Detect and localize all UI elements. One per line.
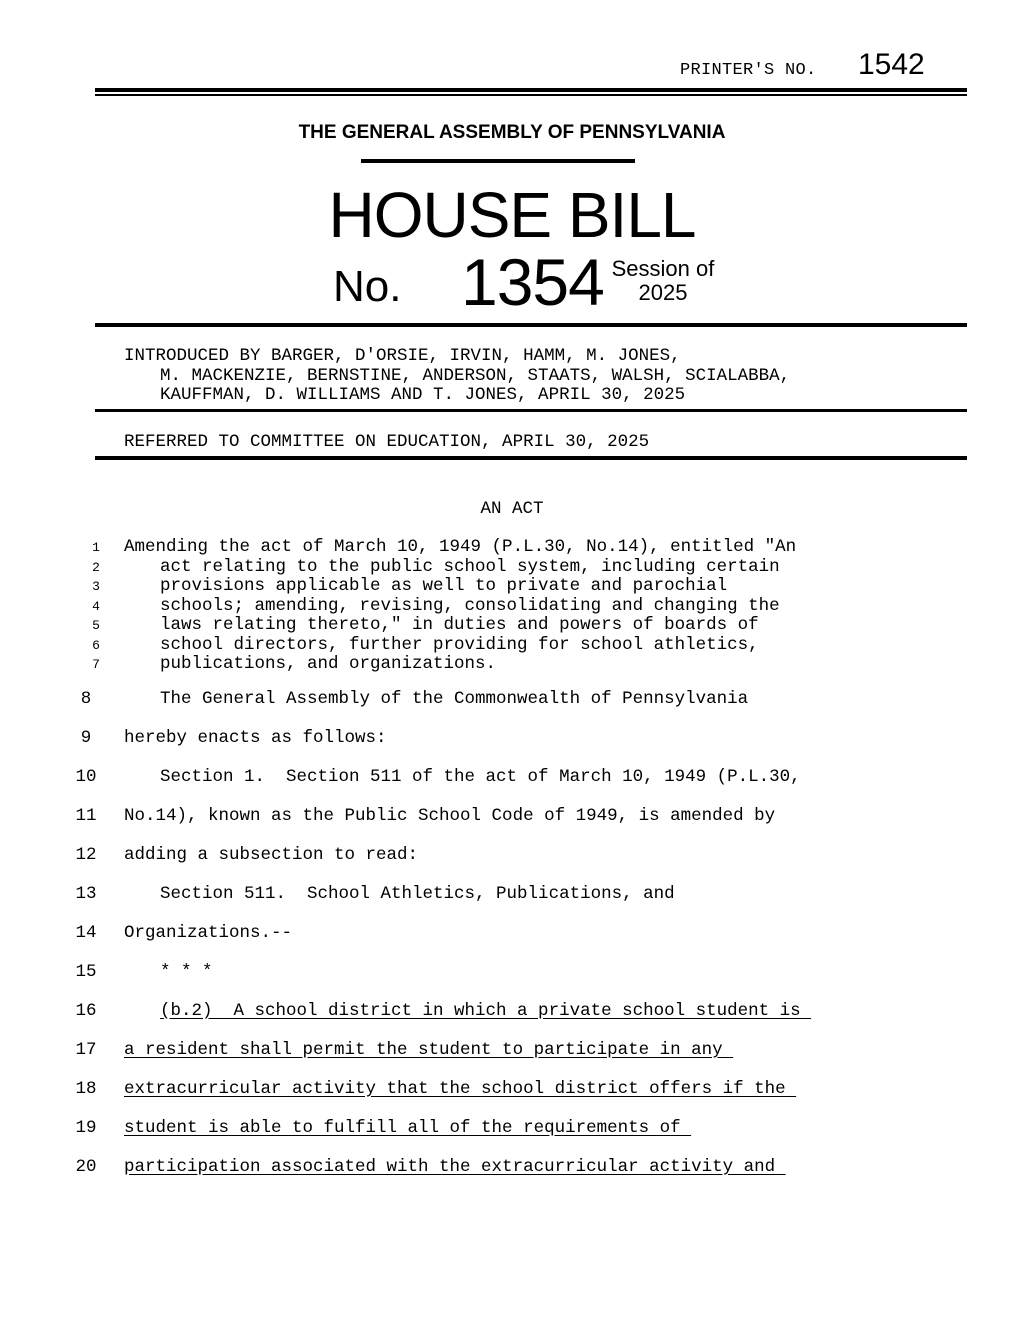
header-rule-thick [95, 88, 967, 92]
line-number: 6 [92, 637, 100, 653]
line-number: 18 [75, 1079, 97, 1099]
line-number: 1 [92, 540, 100, 555]
bill-number: 1354 [461, 245, 604, 319]
line-number: 8 [80, 689, 92, 709]
body-line: Section 1. Section 511 of the act of March 10, 1949 (P.L.30, [160, 767, 801, 787]
line-number: 13 [75, 884, 97, 904]
document-type-title: HOUSE BILL [328, 179, 696, 251]
body-line: hereby enacts as follows: [124, 728, 387, 748]
line-number: 15 [75, 962, 97, 982]
an-act-heading: AN ACT [480, 499, 544, 519]
line-number: 14 [75, 923, 97, 943]
body-line: The General Assembly of the Commonwealth of Pennsylvania [160, 689, 749, 709]
line-number: 4 [92, 598, 100, 614]
session-label: Session of [611, 256, 715, 281]
title-line: publications, and organizations. [160, 654, 497, 674]
line-number: 2 [92, 559, 100, 575]
title-line: laws relating thereto," in duties and powers of boards of [160, 615, 759, 635]
sponsors-bottom-rule [95, 409, 967, 412]
title-line: act relating to the public school system, including certain [160, 556, 780, 577]
line-number: 19 [75, 1118, 97, 1138]
referral-bottom-rule [95, 456, 967, 460]
inserted-text-line: student is able to fulfill all of the requirements of [124, 1118, 692, 1138]
line-number: 11 [75, 806, 97, 826]
inserted-text-line: (b.2) A school district in which a private school student is [160, 1001, 812, 1021]
header-rule-thin [95, 94, 967, 96]
body-line: adding a subsection to read: [124, 845, 419, 865]
line-number: 20 [75, 1157, 97, 1177]
title-line: provisions applicable as well to private and parochial [160, 576, 728, 596]
session-year: 2025 [638, 280, 688, 305]
omission-marker: * * * [160, 962, 213, 982]
title-line: Amending the act of March 10, 1949 (P.L.30, No.14), entitled "An [124, 537, 797, 557]
line-number: 17 [75, 1040, 97, 1060]
inserted-text-line: participation associated with the extracurricular activity and [124, 1157, 786, 1177]
printers-number-label: PRINTER'S NO. [680, 61, 817, 80]
inserted-text-line: extracurricular activity that the school district offers if the [124, 1079, 797, 1099]
sponsors-line: M. MACKENZIE, BERNSTINE, ANDERSON, STAATS, WALSH, SCIALABBA, [160, 365, 791, 386]
line-number: 5 [92, 618, 100, 633]
body-line: No.14), known as the Public School Code of 1949, is amended by [124, 806, 776, 826]
sponsors-line: INTRODUCED BY BARGER, D'ORSIE, IRVIN, HAMM, M. JONES, [124, 346, 681, 366]
session-info [608, 257, 718, 305]
line-number: 9 [80, 728, 92, 748]
line-number: 3 [92, 579, 100, 594]
bill-number-label: No. [333, 262, 402, 311]
inserted-text-line: a resident shall permit the student to participate in any [124, 1040, 734, 1060]
body-line: Section 511. School Athletics, Publications, and [160, 884, 675, 904]
sponsors-line: KAUFFMAN, D. WILLIAMS AND T. JONES, APRIL 30, 2025 [160, 385, 686, 405]
body-line: Organizations.-- [124, 923, 293, 943]
assembly-underline [361, 159, 635, 163]
title-line: schools; amending, revising, consolidating and changing the [160, 595, 780, 616]
line-number: 10 [75, 767, 97, 787]
line-number: 12 [75, 845, 97, 865]
committee-referral: REFERRED TO COMMITTEE ON EDUCATION, APRIL 30, 2025 [124, 432, 650, 452]
printers-number: 1542 [858, 48, 925, 81]
title-line: school directors, further providing for school athletics, [160, 634, 759, 655]
sponsors-top-rule [95, 323, 967, 327]
line-number: 7 [92, 657, 100, 672]
line-number: 16 [75, 1001, 97, 1021]
assembly-heading: THE GENERAL ASSEMBLY OF PENNSYLVANIA [298, 122, 726, 143]
